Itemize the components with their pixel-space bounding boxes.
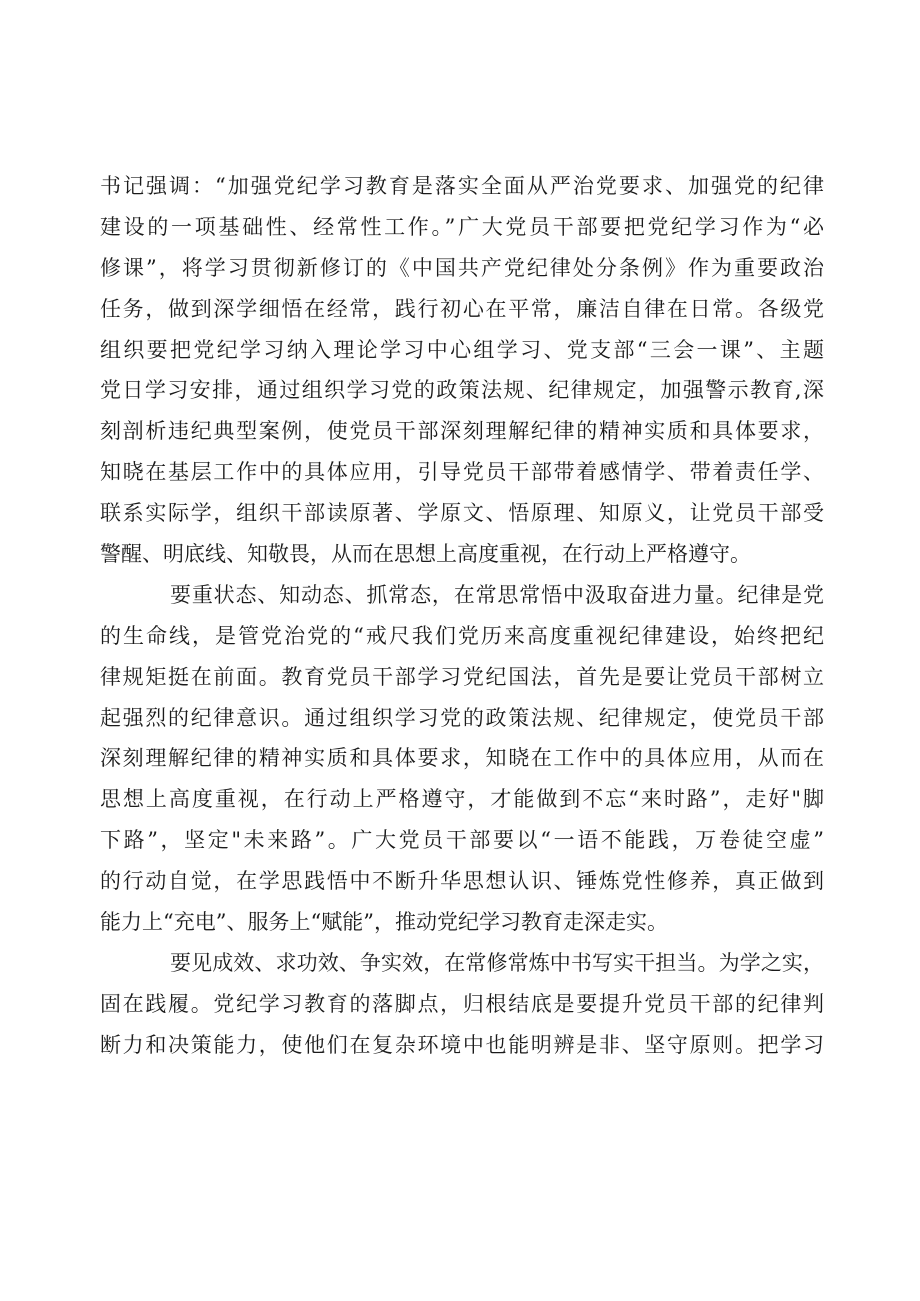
text-line: 律规矩挺在前面。教育党员干部学习党纪国法，首先是要让党员干部树立 [100,664,824,689]
text-line: 下路”，坚定"未来路”。广大党员干部要以“一语不能践，万卷徒空虚” [100,828,824,853]
text-line: 知晓在基层工作中的具体应用，引导党员干部带着感情学、带着责任学、 [100,460,824,485]
text-line: 修课”，将学习贯彻新修订的《中国共产党纪律处分条例》作为重要政治 [100,255,824,280]
text-line: 能力上“充电”、服务上“赋能”，推动党纪学习教育走深走实。 [100,910,668,935]
text-line: 刻剖析违纪典型案例，使党员干部深刻理解纪律的精神实质和具体要求， [100,419,824,444]
text-line: 要重状态、知动态、抓常态，在常思常悟中汲取奋进力量。纪律是党 [170,582,824,607]
text-line: 党日学习安排，通过组织学习党的政策法规、纪律规定，加强警示教育,深 [100,378,824,403]
paragraph-3 [100,943,824,1066]
text-line: 的生命线，是管党治党的“戒尺我们党历来高度重视纪律建设，始终把纪 [100,623,824,648]
document-body [100,166,824,1066]
text-line: 断力和决策能力，使他们在复杂环境中也能明辨是非、坚守原则。把学习 [100,1032,824,1057]
text-line: 起强烈的纪律意识。通过组织学习党的政策法规、纪律规定，使党员干部 [100,705,824,730]
text-line: 的行动自觉，在学思践悟中不断升华思想认识、锤炼党性修养，真正做到 [100,869,824,894]
text-line: 建设的一项基础性、经常性工作。”广大党员干部要把党纪学习作为“必 [100,214,824,239]
text-line: 组织要把党纪学习纳入理论学习中心组学习、党支部“三会一课”、主题 [100,337,824,362]
text-line: 联系实际学，组织干部读原著、学原文、悟原理、知原义，让党员干部受 [100,501,824,526]
text-line: 固在践履。党纪学习教育的落脚点，归根结底是要提升党员干部的纪律判 [100,991,824,1016]
paragraph-2 [100,575,824,943]
text-line: 任务，做到深学细悟在经常，践行初心在平常，廉洁自律在日常。各级党 [100,296,824,321]
text-line: 思想上高度重视，在行动上严格遵守，才能做到不忘“来时路”，走好"脚 [100,787,824,812]
text-line: 书记强调：“加强党纪学习教育是落实全面从严治党要求、加强党的纪律 [100,174,824,198]
text-line: 深刻理解纪律的精神实质和具体要求，知晓在工作中的具体应用，从而在 [100,746,824,771]
paragraph-1 [100,166,824,575]
text-line: 警醒、明底线、知敬畏，从而在思想上高度重视，在行动上严格遵守。 [100,542,751,567]
text-line: 要见成效、求功效、争实效，在常修常炼中书写实干担当。为学之实， [170,950,824,975]
